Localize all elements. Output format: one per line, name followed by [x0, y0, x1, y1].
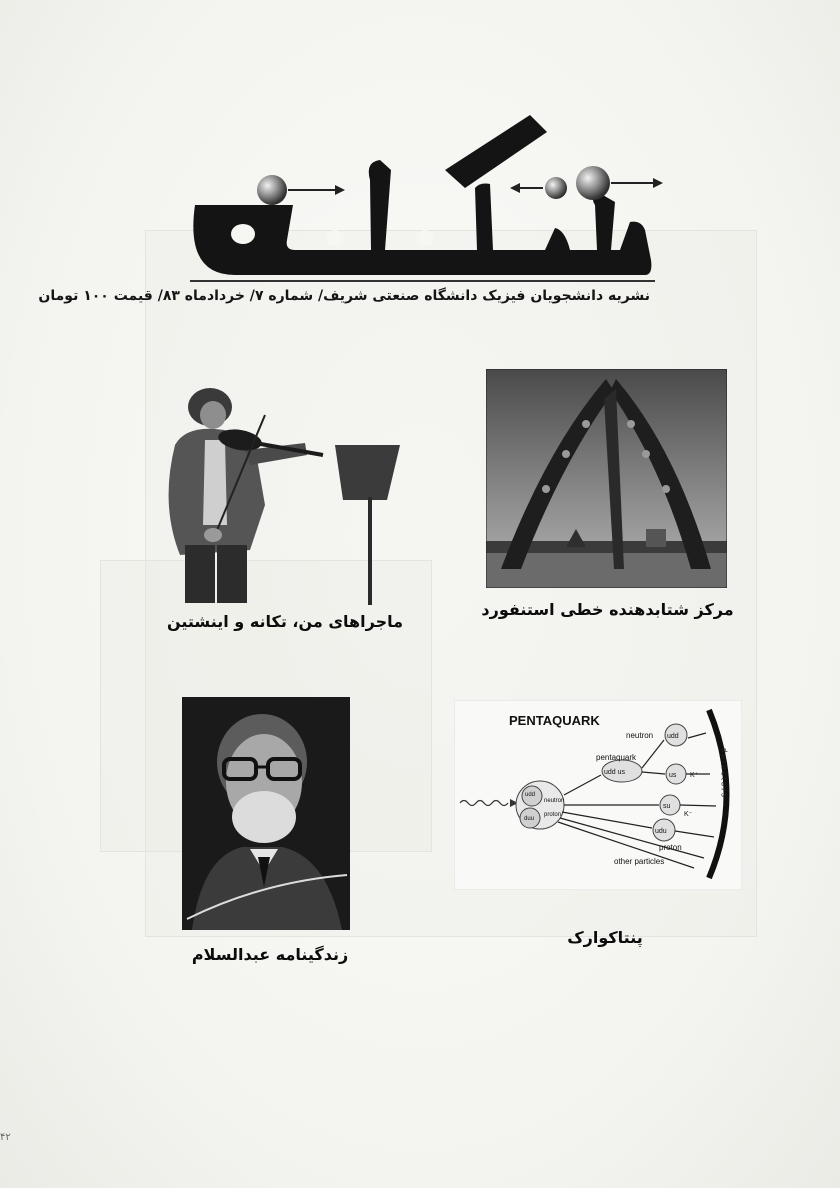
quark-label: us — [669, 772, 677, 779]
proton-label: proton — [544, 812, 562, 818]
pentaquark-diagram — [454, 700, 742, 890]
masthead-logo — [175, 110, 665, 290]
particle-icon — [257, 175, 287, 205]
quark-label: udd — [667, 733, 679, 740]
particle-icon — [576, 166, 610, 200]
caption-einstein: ماجراهای من، تکانه و اینشتین — [166, 612, 404, 631]
caption-pentaquark: پنتاکوارک — [567, 928, 643, 947]
logo-graphic — [175, 110, 665, 290]
quark-label: duu — [524, 816, 535, 822]
k-plus-label: K⁺ — [690, 772, 699, 779]
neutron-label: neutron — [626, 731, 654, 740]
salam-photo — [182, 697, 350, 930]
pentaquark-label: pentaquark — [596, 753, 637, 762]
neutron-label: neutron — [544, 798, 565, 804]
caption-stanford: مرکز شتابدهنده خطی استنفورد — [481, 600, 734, 619]
quark-label: udu — [655, 828, 667, 835]
page-number: ۴۲ — [0, 1132, 11, 1143]
caption-salam: زندگینامه عبدالسلام — [191, 945, 349, 964]
proton-label: proton — [659, 843, 682, 852]
quark-label: udd us — [604, 769, 626, 776]
einstein-photo — [155, 385, 405, 607]
particle-icon — [545, 177, 567, 199]
k-minus-label: K⁻ — [684, 811, 693, 818]
detectors-label: detectors — [719, 748, 729, 799]
issue-subtitle: نشریه دانشجویان فیزیک دانشگاه صنعتی شریف/ شماره ۷/ خردادماه ۸۳/ قیمت ۱۰۰ تومان — [38, 288, 650, 304]
quark-label: su — [663, 803, 671, 810]
diagram-title: PENTAQUARK — [509, 713, 600, 728]
stanford-photo — [486, 369, 727, 588]
quark-label: udd — [525, 792, 536, 798]
other-particles-label: other particles — [614, 857, 665, 866]
